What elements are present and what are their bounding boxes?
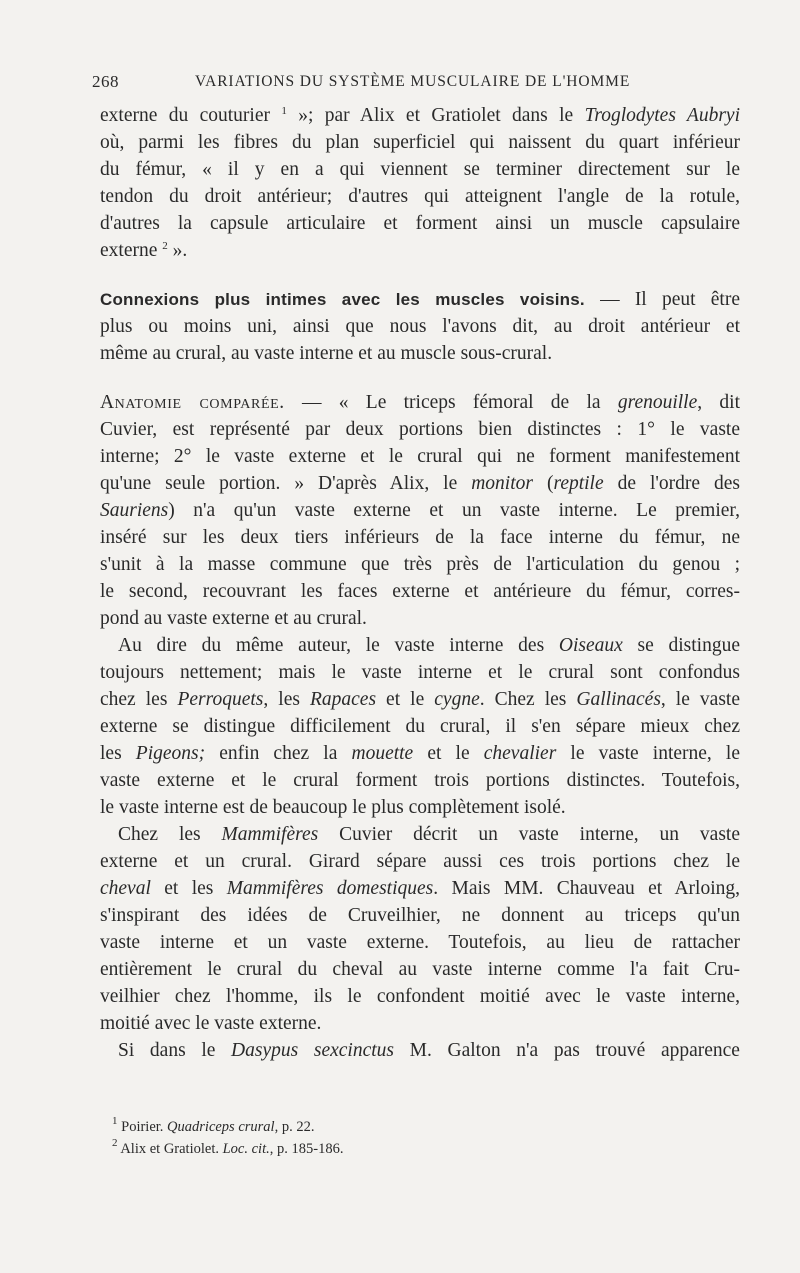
text-line: s'inspirant des idées de Cruveilhier, ne donnent au triceps qu'un <box>100 905 740 926</box>
text-line: inséré sur les deux tiers inférieurs de la face interne du fémur, ne <box>100 527 740 548</box>
paragraph-dasypus <box>100 1037 740 1064</box>
text-line: chez les Perroquets, les Rapaces et le cygne. Chez les Gallinacés, le vaste <box>100 689 740 710</box>
text-line: externe et un crural. Girard sépare aussi ces trois portions chez le <box>100 851 740 872</box>
paragraph-oiseaux <box>100 632 740 821</box>
text-line: cheval et les Mammifères domestiques. Mais MM. Chauveau et Arloing, <box>100 878 740 899</box>
page-body <box>100 102 740 1064</box>
paragraph-anatomie-comparee <box>100 389 740 632</box>
footnote-ref-1: 1 <box>281 105 287 117</box>
paragraph-couturier <box>100 102 740 264</box>
text-line: Sauriens) n'a qu'un vaste externe et un vaste interne. Le premier, <box>100 500 740 521</box>
text-line: moitié avec le vaste externe. <box>100 1013 322 1034</box>
text-line: même au crural, au vaste interne et au muscle sous-crural. <box>100 343 553 364</box>
text-line: s'unit à la masse commune que très près de l'articulation du genou ; <box>100 554 740 575</box>
text-line: les Pigeons; enfin chez la mouette et le chevalier le vaste interne, le <box>100 743 740 764</box>
paragraph-connexions <box>100 286 740 367</box>
text-line: où, parmi les fibres du plan superficiel qui naissent du quart inférieur <box>100 132 740 153</box>
text-line: plus ou moins uni, ainsi que nous l'avons dit, au droit antérieur et <box>100 316 740 337</box>
text-line: du fémur, « il y en a qui viennent se terminer directement sur le <box>100 159 740 180</box>
text-line: vaste externe et le crural forment trois portions distinctes. Toutefois, <box>100 770 740 791</box>
section-heading-connexions: Connexions plus intimes avec les muscles voisins. <box>100 290 585 309</box>
text-line: externe du couturier $^1$ »; par Alix et Gratiolet dans le Troglodytes Aubryi <box>100 105 741 126</box>
text-line: le second, recouvrant les faces externe et antérieure du fémur, corres- <box>100 581 740 602</box>
paragraph-mammiferes <box>100 821 740 1037</box>
page-header <box>92 72 742 96</box>
text-line: interne; 2° le vaste externe et le crural qui ne forment manifestement <box>100 446 740 467</box>
text-line: toujours nettement; mais le vaste interne et le crural sont confondus <box>100 662 740 683</box>
text-line: externe $^2$ ». <box>100 240 188 261</box>
text-line: qu'une seule portion. » D'après Alix, le monitor (reptile de l'ordre des <box>100 473 741 494</box>
text-line: Au dire du même auteur, le vaste interne des Oiseaux se distingue <box>118 635 740 656</box>
footnote-ref-2: 2 <box>162 240 168 252</box>
text-line: le vaste interne est de beaucoup le plus complètement isolé. <box>100 797 566 818</box>
running-title: VARIATIONS DU SYSTÈME MUSCULAIRE DE L'HOMME <box>195 73 631 90</box>
text-line: veilhier chez l'homme, ils le confondent moitié avec le vaste interne, <box>100 986 740 1007</box>
text-line: tendon du droit antérieur; d'autres qui atteignent l'angle de la rotule, <box>100 186 740 207</box>
footnotes <box>112 1116 712 1160</box>
text-line: Chez les Mammifères Cuvier décrit un vaste interne, un vaste <box>118 824 740 845</box>
text-line: Si dans le Dasypus sexcinctus M. Galton n'a pas trouvé apparence <box>118 1040 740 1061</box>
text-line: entièrement le crural du cheval au vaste interne comme l'a fait Cru- <box>100 959 740 980</box>
footnote-1: $^1$ Poirier. Quadriceps crural, p. 22. <box>112 1115 315 1135</box>
text-line: vaste interne et un vaste externe. Toutefois, au lieu de rattacher <box>100 932 740 953</box>
page-number: 268 <box>92 72 119 91</box>
text-line: pond au vaste externe et au crural. <box>100 608 367 629</box>
section-heading-anatomie: Anatomie comparée. <box>100 392 285 413</box>
text-line: d'autres la capsule articulaire et forment ainsi un muscle capsulaire <box>100 213 740 234</box>
text-line: Connexions plus intimes avec les muscles voisins. — Il peut être <box>100 289 740 310</box>
text-line: Cuvier, est représenté par deux portions bien distinctes : 1° le vaste <box>100 419 740 440</box>
text-line: externe se distingue difficilement du crural, il s'en sépare mieux chez <box>100 716 740 737</box>
text-line: Anatomie comparée. — « Le triceps fémoral de la grenouille, dit <box>100 392 740 413</box>
footnote-2: $^2$ Alix et Gratiolet. Loc. cit., p. 185-186. <box>112 1137 344 1157</box>
